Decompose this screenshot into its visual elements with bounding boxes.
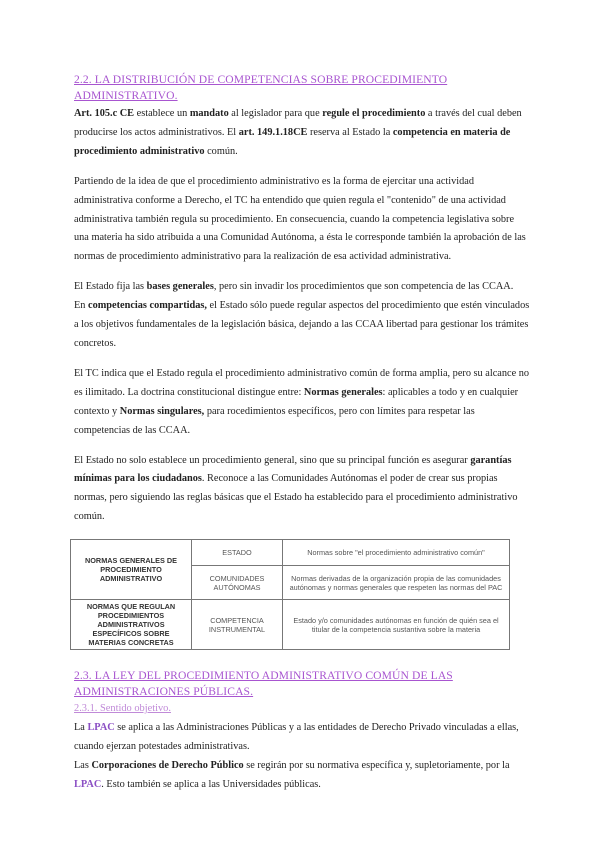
paragraph-tc-doctrine: Partiendo de la idea de que el procedimiento administrativo es la forma de ejercitar una actividad administrativa conforme a Derecho, el TC ha entendido que quien regula el "contenido" de una actividad administrativa también regula su procedimiento. En consecuencia, cuando la competencia legislativa sobre una materia ha sido atribuida a una Comunidad Autónoma, a ésta le corresponde también la aprobación de las normas de procedimiento administrativo para la realización de esa actividad administrativa. <box>74 175 526 263</box>
paragraph-bases-generales: El Estado fija las bases generales, pero sin invadir los procedimientos que son competencia de las CCAA. <box>74 281 514 293</box>
table-cell: Normas sobre "el procedimiento administrativo común" <box>283 540 510 566</box>
table-cell: COMUNIDADES AUTÓNOMAS <box>192 566 283 600</box>
table-row <box>71 540 510 566</box>
paragraph-art-105: Art. 105.c CE establece un mandato al legislador para que regule el procedimiento a través del cual deben producirse los actos administrativos. El art. 149.1.18CE reserva al Estado la competencia en materia de procedimiento administrativo común. <box>74 108 522 157</box>
section-2-2-heading: 2.2. LA DISTRIBUCIÓN DE COMPETENCIAS SOBRE PROCEDIMIENTO ADMINISTRATIVO. <box>74 73 448 102</box>
table-row-label: NORMAS QUE REGULAN PROCEDIMIENTOS ADMINISTRATIVOS ESPECÍFICOS SOBRE MATERIAS CONCRETAS <box>71 600 192 650</box>
table-cell: Estado y/o comunidades autónomas en función de quién sea el titular de la competencia sustantiva sobre la materia <box>283 600 510 650</box>
table-row <box>71 600 510 650</box>
ref-art-105: Art. 105.c CE <box>74 108 135 119</box>
paragraph-competencias-compartidas: En competencias compartidas, el Estado sólo puede regular aspectos del procedimiento que estén vinculados a los objetivos fundamentales de la legislación básica, dejando a las CCAA libertad para gestionar los trámites concretos. <box>74 300 530 349</box>
paragraph-garantias: El Estado no solo establece un procedimiento general, sino que su principal función es asegurar garantías mínimas para los ciudadanos. Reconoce a las Comunidades Autónomas el poder de crear sus propias normas, pero siguiendo las reglas básicas que el Estado ha establecido para el procedimiento administrativo común. <box>74 454 518 523</box>
paragraph-corporaciones: Las Corporaciones de Derecho Público se regirán por su normativa específica y, supletoriamente, por la LPAC. Esto también se aplica a las Universidades públicas. <box>74 759 510 790</box>
table-cell: COMPETENCIA INSTRUMENTAL <box>192 600 283 650</box>
section-2-3-heading: 2.3. LA LEY DEL PROCEDIMIENTO ADMINISTRATIVO COMÚN DE LAS ADMINISTRACIONES PÚBLICAS. <box>74 669 453 698</box>
lpac-term: LPAC <box>74 778 102 790</box>
lpac-term: LPAC <box>87 722 115 734</box>
table-cell: ESTADO <box>192 540 283 566</box>
ref-art-149: art. 149.1.18CE <box>238 126 308 138</box>
paragraph-normas: El TC indica que el Estado regula el procedimiento administrativo común de forma amplia, pero su alcance no es ilimitado. La doctrina constitucional distingue entre: Normas generales: aplicables a todo y en cualquier contexto y Normas singulares, para rocedimientos específicos, pero con límites para respetar las competencias de las CCAA. <box>74 367 530 436</box>
document-page <box>74 72 530 795</box>
section-2-3-1-heading: 2.3.1. Sentido objetivo. <box>74 703 171 715</box>
paragraph-lpac: La LPAC se aplica a las Administraciones Públicas y a las entidades de Derecho Privado vinculadas a ellas, cuando ejerzan potestades administrativas. <box>74 722 519 753</box>
table-cell: Normas derivadas de la organización propia de las comunidades autónomas y normas generales que respeten las normas del PAC <box>283 566 510 600</box>
table-row-label: NORMAS GENERALES DE PROCEDIMIENTO ADMINISTRATIVO <box>71 540 192 600</box>
competencies-table <box>70 539 510 650</box>
